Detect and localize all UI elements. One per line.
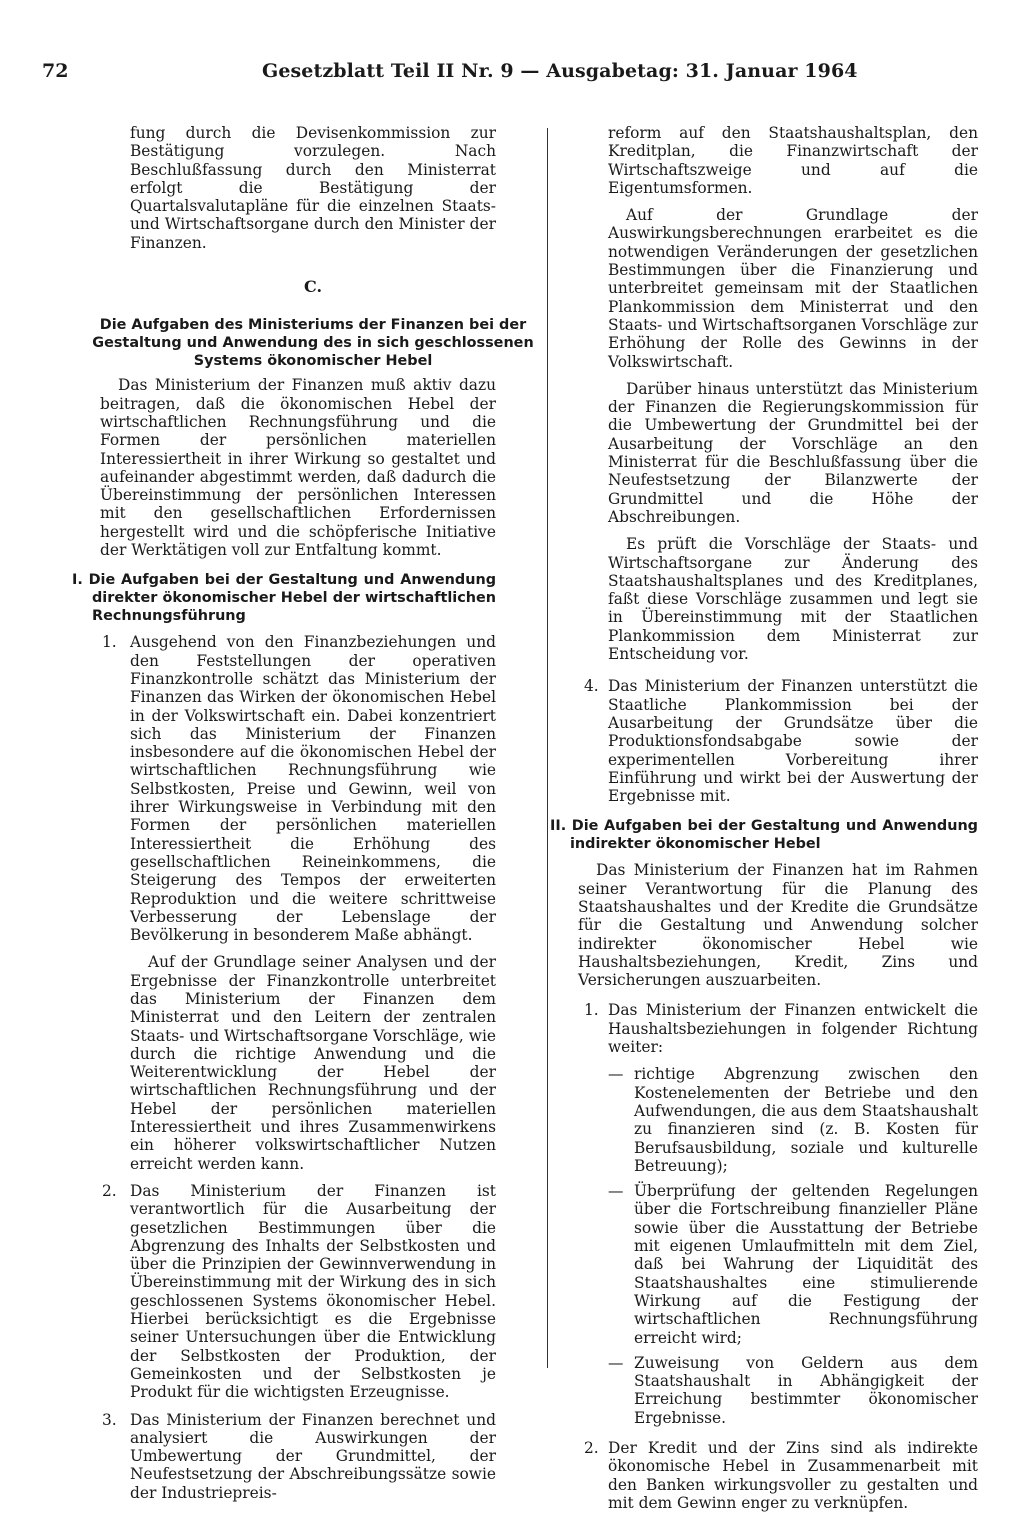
item-text: Ausgehend von den Finanzbeziehungen und den Feststellungen der operativen Finanzkontrolle schätzt das Ministerium der Finanzen das Wirken der ökonomischen Hebel in der Volkswirtschaft ein. Dabei konzentriert sich das Ministerium der Finanzen insbesondere auf die ökonomischen Hebel der wirtschaftlichen Rechnungsführung wie Selbstkosten, Preise und Gewinn, weil von ihrer Wirkungsweise in Verbindung mit den Formen der persönlichen materiellen Interessiertheit die Erhöhung des gesellschaftlichen Reineinkommens, die Steigerung des Tempos der erweiterten Reproduktion und die weitere schrittweise Verbesserung der Lebenslage der Bevölkerung in besonderem Maße abhängt. [130, 633, 496, 945]
dash-text: Zuweisung von Geldern aus dem Staatshaushalt in Abhängigkeit der Erreichung bestimmter ökonomischer Ergebnisse. [634, 1353, 978, 1427]
right-column [550, 124, 978, 1521]
list-item-ii-2 [584, 1439, 978, 1512]
item-text: Das Ministerium der Finanzen berechnet und analysiert die Auswirkungen der Umbewertung der Grundmittel, der Neufestsetzung der Abschreibungssätze sowie der Industriepreis- [130, 1410, 496, 1502]
page-number: 72 [42, 60, 69, 82]
subsection-i-heading: I. Die Aufgaben bei der Gestaltung und Anwendung direkter ökonomischer Hebel der wirtschaftlichen Rechnungsführung [72, 572, 496, 625]
dash-item [608, 1182, 978, 1347]
subsection-ii-heading: II. Die Aufgaben bei der Gestaltung und Anwendung indirekter ökonomischer Hebel [550, 818, 978, 853]
item-text: Das Ministerium der Finanzen unterstützt die Staatliche Plankommission bei der Ausarbeitung der Grundsätze über die Produktionsfondsabgabe sowie der experimentellen Vorbereitung ihrer Einführung und wirkt bei der Auswertung der Ergebnisse mit. [608, 677, 978, 806]
list-item-4 [584, 677, 978, 806]
item-number: 2. [102, 1181, 117, 1200]
intro-paragraph: fung durch die Devisenkommission zur Bestätigung vorzulegen. Nach Beschlußfassung durch den Ministerrat erfolgt die Bestätigung der Quartalsvalutapläne für die einzelnen Staats- und Wirtschaftsorgane durch den Minister der Finanzen. [130, 124, 496, 252]
paragraph: Auf der Grundlage der Auswirkungsberechnungen erarbeitet es die notwendigen Veränderungen der gesetzlichen Bestimmungen über die Finanzierung und unterbreitet gemeinsam mit der Staatlichen Plankommission dem Ministerrat und den Staats- und Wirtschaftsorganen Vorschläge zur Erhöhung der Rolle des Gewinns in der Volkswirtschaft. [608, 206, 978, 371]
item-number: 1. [102, 633, 117, 652]
column-divider [547, 128, 548, 1368]
section-c-heading: Die Aufgaben des Ministeriums der Finanzen bei der Gestaltung und Anwendung des in sich geschlossenen Systems ökonomischer Hebel [92, 317, 534, 370]
dash-marker: — [608, 1065, 624, 1084]
dash-marker: — [608, 1353, 624, 1372]
subsection-ii-paragraph: Das Ministerium der Finanzen hat im Rahmen seiner Verantwortung für die Planung des Staatshaushaltes und der Kredite die Grundsätze für die Gestaltung und Anwendung solcher indirekter ökonomischer Hebel wie Haushaltsbeziehungen, Kredit, Zins und Versicherungen auszuarbeiten. [578, 861, 978, 990]
section-c-label: C. [303, 277, 323, 297]
item-text: Das Ministerium der Finanzen entwickelt die Haushaltsbeziehungen in folgender Richtung weiter: [608, 1001, 978, 1057]
list-item-3 [102, 1410, 496, 1502]
item-text: Das Ministerium der Finanzen ist verantwortlich für die Ausarbeitung der gesetzlichen Bestimmungen über die Abgrenzung des Inhalts der Selbstkosten und über die Prinzipien der Gewinnverwendung in Übereinstimmung mit der Wirkung des in sich geschlossenen Systems ökonomischer Hebel. Hierbei berücksichtigt es die Ergebnisse seiner Untersuchungen über die Entwicklung der Selbstkosten der Produktion, der Gemeinkosten und der Selbstkosten je Produkt für die wichtigsten Erzeugnisse. [130, 1181, 496, 1402]
dash-text: Überprüfung der geltenden Regelungen über die Fortschreibung finanzieller Pläne sowie über die Ausstattung der Betriebe mit eigenen Umlaufmitteln mit dem Ziel, daß bei Wahrung der Liquidität des Staatshaushaltes eine stimulierende Wirkung auf die Festigung der wirtschaftlichen Rechnungsführung erreicht wird; [634, 1182, 978, 1347]
paragraph: Darüber hinaus unterstützt das Ministerium der Finanzen die Regierungskommission für die Umbewertung der Grundmittel bei der Ausarbeitung der Vorschläge an den Ministerrat für die Beschlußfassung über die Neufestsetzung der Bilanzwerte der Grundmittel und die Höhe der Abschreibungen. [608, 379, 978, 526]
paragraph: Es prüft die Vorschläge der Staats- und Wirtschaftsorgane zur Änderung des Staatshaushaltsplanes und des Kreditplanes, faßt diese Vorschläge zusammen und legt sie in Übereinstimmung mit der Staatlichen Plankommission dem Ministerrat zur Entscheidung vor. [608, 535, 978, 664]
dash-item [608, 1354, 978, 1427]
list-item-1 [102, 633, 496, 1173]
item-text-continued: Auf der Grundlage seiner Analysen und der Ergebnisse der Finanzkontrolle unterbreitet das Ministerium der Finanzen dem Ministerrat und den Leitern der zentralen Staats- und Wirtschaftsorgane Vorschläge, wie durch die richtige Anwendung und die Weiterentwicklung der Hebel der wirtschaftlichen Rechnungsführung und der Hebel der persönlichen materiellen Interessiertheit und ihres Zusammenwirkens ein höherer volkswirtschaftlicher Nutzen erreicht werden kann. [130, 953, 496, 1173]
section-c-paragraph: Das Ministerium der Finanzen muß aktiv dazu beitragen, daß die ökonomischen Hebel der wirtschaftlichen Rechnungsführung und die Formen der persönlichen materiellen Interessiertheit in ihrer Wirkung so gestaltet und aufeinander abgestimmt werden, daß dadurch die Übereinstimmung der persönlichen Interessen mit den gesellschaftlichen Erfordernissen hergestellt wird und die schöpferische Initiative der Werktätigen voll zur Entfaltung kommt. [100, 376, 496, 560]
item-number: 4. [584, 677, 599, 696]
left-column [72, 124, 534, 1511]
dash-item [608, 1065, 978, 1175]
list-item-2 [102, 1181, 496, 1402]
item-number: 3. [102, 1410, 117, 1429]
list-item-ii-1 [584, 1001, 978, 1427]
item-number: 1. [584, 1001, 599, 1020]
item-number: 2. [584, 1439, 599, 1457]
continued-paragraph: reform auf den Staatshaushaltsplan, den Kreditplan, die Finanzwirtschaft der Wirtschaftszweige und auf die Eigentumsformen. [608, 124, 978, 197]
dash-marker: — [608, 1182, 624, 1201]
header-title: Gesetzblatt Teil II Nr. 9 — Ausgabetag: 31. Januar 1964 [262, 60, 858, 82]
item-text: Der Kredit und der Zins sind als indirekte ökonomische Hebel in Zusammenarbeit mit den Banken wirkungsvoller zu gestalten und mit dem Gewinn enger zu verknüpfen. [608, 1439, 978, 1512]
dash-text: richtige Abgrenzung zwischen den Kostenelementen der Betriebe und den Aufwendungen, die aus dem Staatshaushalt zu finanzieren sind (z. B. Kosten für Berufsausbildung, soziale und kulturelle Betreuung); [634, 1065, 978, 1175]
